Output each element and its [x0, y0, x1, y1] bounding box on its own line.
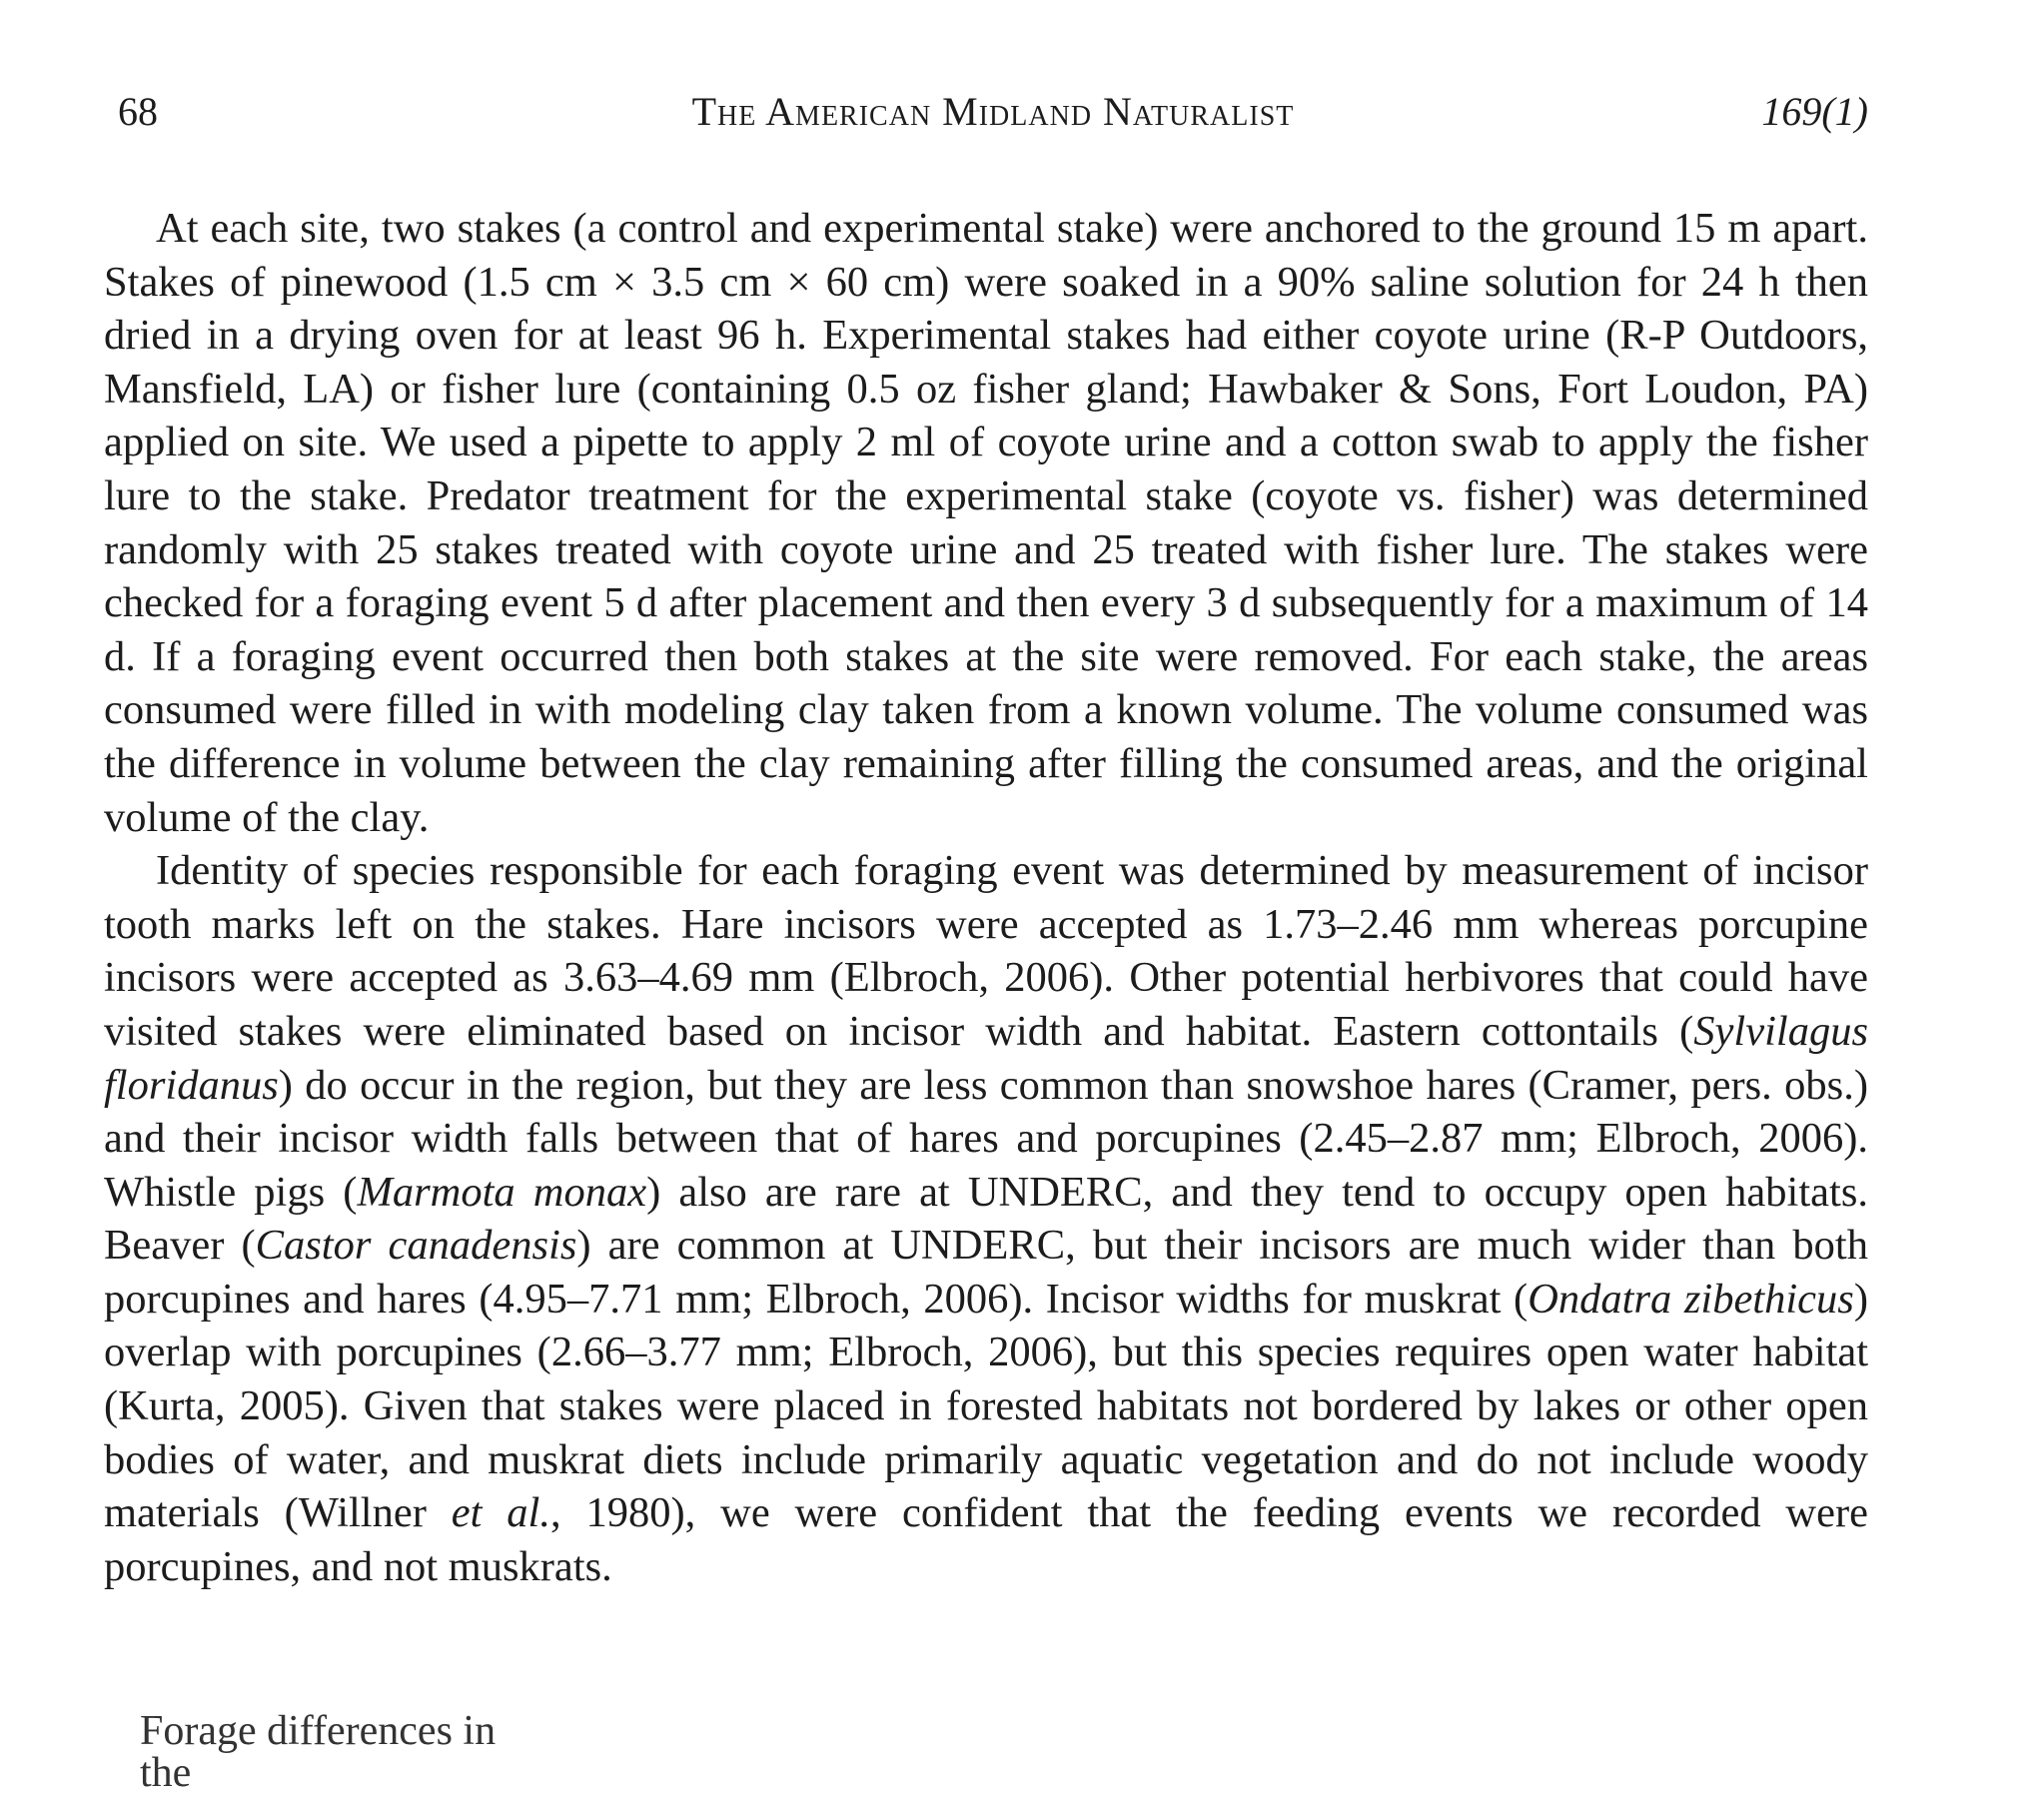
- species-name: Ondatra zibethicus: [1528, 1275, 1854, 1323]
- cutoff-next-line: Forage differences in the: [140, 1708, 497, 1796]
- citation-et-al: et al.: [451, 1489, 550, 1537]
- issue-number: 169(1): [1761, 89, 1868, 134]
- text-segment: ) also are rare at UNDERC, and they tend to occupy open habitats. Beaver (: [104, 1168, 1868, 1270]
- text-segment: ) overlap with porcupines (2.66–3.77 mm; Elbroch, 2006), but this species requires open water habitat (Kurta, 2005). Given that stakes were placed in forested habitats not bordered by lakes or other open bodies of water, and muskrat diets include primarily aquatic vegetation and do not include woody materials (Willner: [104, 1275, 1868, 1537]
- paragraph-species-identity: [104, 844, 1868, 1593]
- article-body: [104, 202, 1868, 1593]
- species-name: Marmota monax: [357, 1168, 647, 1216]
- journal-title: The American Midland Naturalist: [691, 89, 1295, 134]
- text-segment: Identity of species responsible for each foraging event was determined by measurement of incisor tooth marks left on the stakes. Hare incisors were accepted as 1.73–2.46 mm whereas porcupine incisors were accepted as 3.63–4.69 mm (Elbroch, 2006). Other potential herbivores that could have visited stakes were eliminated based on incisor width and habitat. Eastern cottontails (: [104, 847, 1868, 1055]
- text-segment: ) are common at UNDERC, but their incisors are much wider than both porcupines and hares (4.95–7.71 mm; Elbroch, 2006). Incisor widths for muskrat (: [104, 1222, 1868, 1323]
- species-name: Sylvilagus floridanus: [104, 1007, 1868, 1109]
- page-number: 68: [118, 89, 158, 134]
- text-segment: ) do occur in the region, but they are less common than snowshoe hares (Cramer, pers. obs.) and their incisor width falls between that of hares and porcupines (2.45–2.87 mm; Elbroch, 2006). Whistle pigs (: [104, 1061, 1868, 1216]
- text-segment: , 1980), we were confident that the feeding events we recorded were porcupines, and not muskrats.: [104, 1489, 1869, 1590]
- running-header: [118, 88, 1868, 148]
- paragraph-methods-stakes: At each site, two stakes (a control and experimental stake) were anchored to the ground 15 m apart. Stakes of pinewood (1.5 cm × 3.5 cm × 60 cm) were soaked in a 90% saline solution for 24 h then dried in a drying oven for at least 96 h. Experimental stakes had either coyote urine (R-P Outdoors, Mansfield, LA) or fisher lure (containing 0.5 oz fisher gland; Hawbaker & Sons, Fort Loudon, PA) applied on site. We used a pipette to apply 2 ml of coyote urine and a cotton swab to apply the fisher lure to the stake. Predator treatment for the experimental stake (coyote vs. fisher) was determined randomly with 25 stakes treated with coyote urine and 25 treated with fisher lure. The stakes were checked for a foraging event 5 d after placement and then every 3 d subsequently for a maximum of 14 d. If a foraging event occurred then both stakes at the site were removed. For each stake, the areas consumed were filled in with modeling clay taken from a known volume. The volume consumed was the difference in volume between the clay remaining after filling the consumed areas, and the original volume of the clay.: [104, 205, 1868, 841]
- species-name: Castor canadensis: [255, 1222, 577, 1270]
